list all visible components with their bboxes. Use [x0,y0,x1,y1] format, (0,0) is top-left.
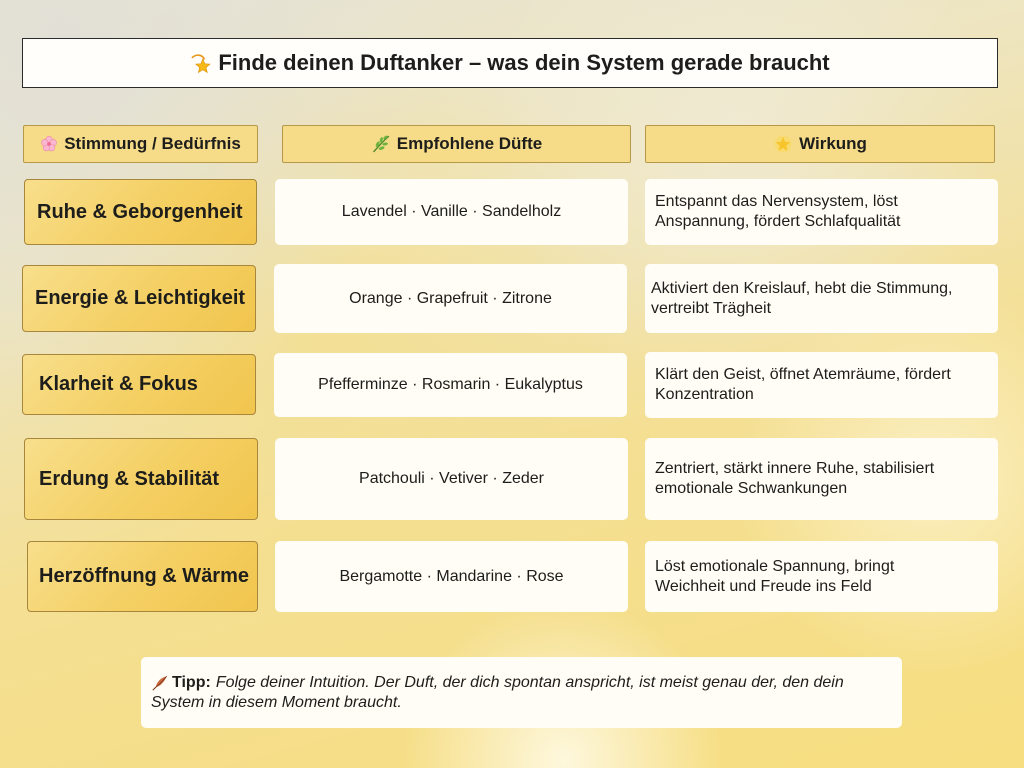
need-cell [22,354,256,415]
effect-line: Weichheit und Freude ins Feld [655,577,872,595]
scents-text: Lavendel · Vanille · Sandelholz [341,203,562,220]
effect-line: Löst emotionale Spannung, bringt [655,557,895,575]
need-label: Ruhe & Geborgenheit [37,200,243,223]
tip-box [141,657,902,728]
need-cell [24,179,257,245]
effect-line: Konzentration [655,386,754,403]
effect-line: Klärt den Geist, öffnet Atemräume, fördert [655,366,951,383]
scents-cell [275,179,628,245]
glowing-star-icon [773,134,793,154]
effect-cell [645,264,998,333]
need-label: Klarheit & Fokus [39,373,198,395]
effect-cell [645,179,998,245]
scents-cell [275,541,628,612]
effect-cell [645,438,998,520]
scents-text: Orange · Grapefruit · Zitrone [349,289,552,307]
column-header-scents [282,125,631,163]
column-header-label: Empfohlene Düfte [396,134,543,153]
effect-line: vertreibt Trägheit [651,299,772,317]
effect-line: Entspannt das Nervensystem, löst [655,193,898,210]
tip-text: System in diesem Moment braucht. [151,693,402,711]
page-title-box [22,38,998,88]
tip-text: Folge deiner Intuition. Der Duft, der dich spontan anspricht, ist meist genau der, den dein [215,673,844,691]
column-header-label: Stimmung / Bedürfnis [64,134,241,153]
effect-line: emotionale Schwankungen [655,480,848,497]
need-label: Herzöffnung & Wärme [39,565,249,587]
scents-text: Pfefferminze · Rosmarin · Eukalyptus [318,376,583,393]
cherry-blossom-icon [40,135,58,153]
effect-line: Aktiviert den Kreislauf, hebt die Stimmung, [651,279,953,297]
feather-icon [151,674,169,692]
need-label: Erdung & Stabilität [39,467,219,490]
page-title: Finde deinen Duftanker – was dein System gerade braucht [218,50,830,75]
column-header-need [23,125,258,163]
scents-cell [274,353,627,417]
effect-cell [645,541,998,612]
need-cell [24,438,258,520]
need-cell [27,541,258,612]
effect-line: Anspannung, fördert Schlafqualität [655,213,901,230]
scents-text: Bergamotte · Mandarine · Rose [339,567,564,585]
column-header-label: Wirkung [799,134,867,153]
effect-cell [645,352,998,418]
effect-line: Zentriert, stärkt innere Ruhe, stabilisiert [655,460,935,477]
scents-cell [274,264,627,333]
column-header-effect [645,125,995,163]
need-cell [22,265,256,332]
tip-line [151,673,902,693]
tip-label: Tipp: [172,673,211,691]
scents-cell [275,438,628,520]
herb-icon [371,134,391,154]
dizzy-star-icon [190,52,212,74]
need-label: Energie & Leichtigkeit [35,287,246,309]
scents-text: Patchouli · Vetiver · Zeder [359,470,544,487]
tip-line [151,693,902,713]
